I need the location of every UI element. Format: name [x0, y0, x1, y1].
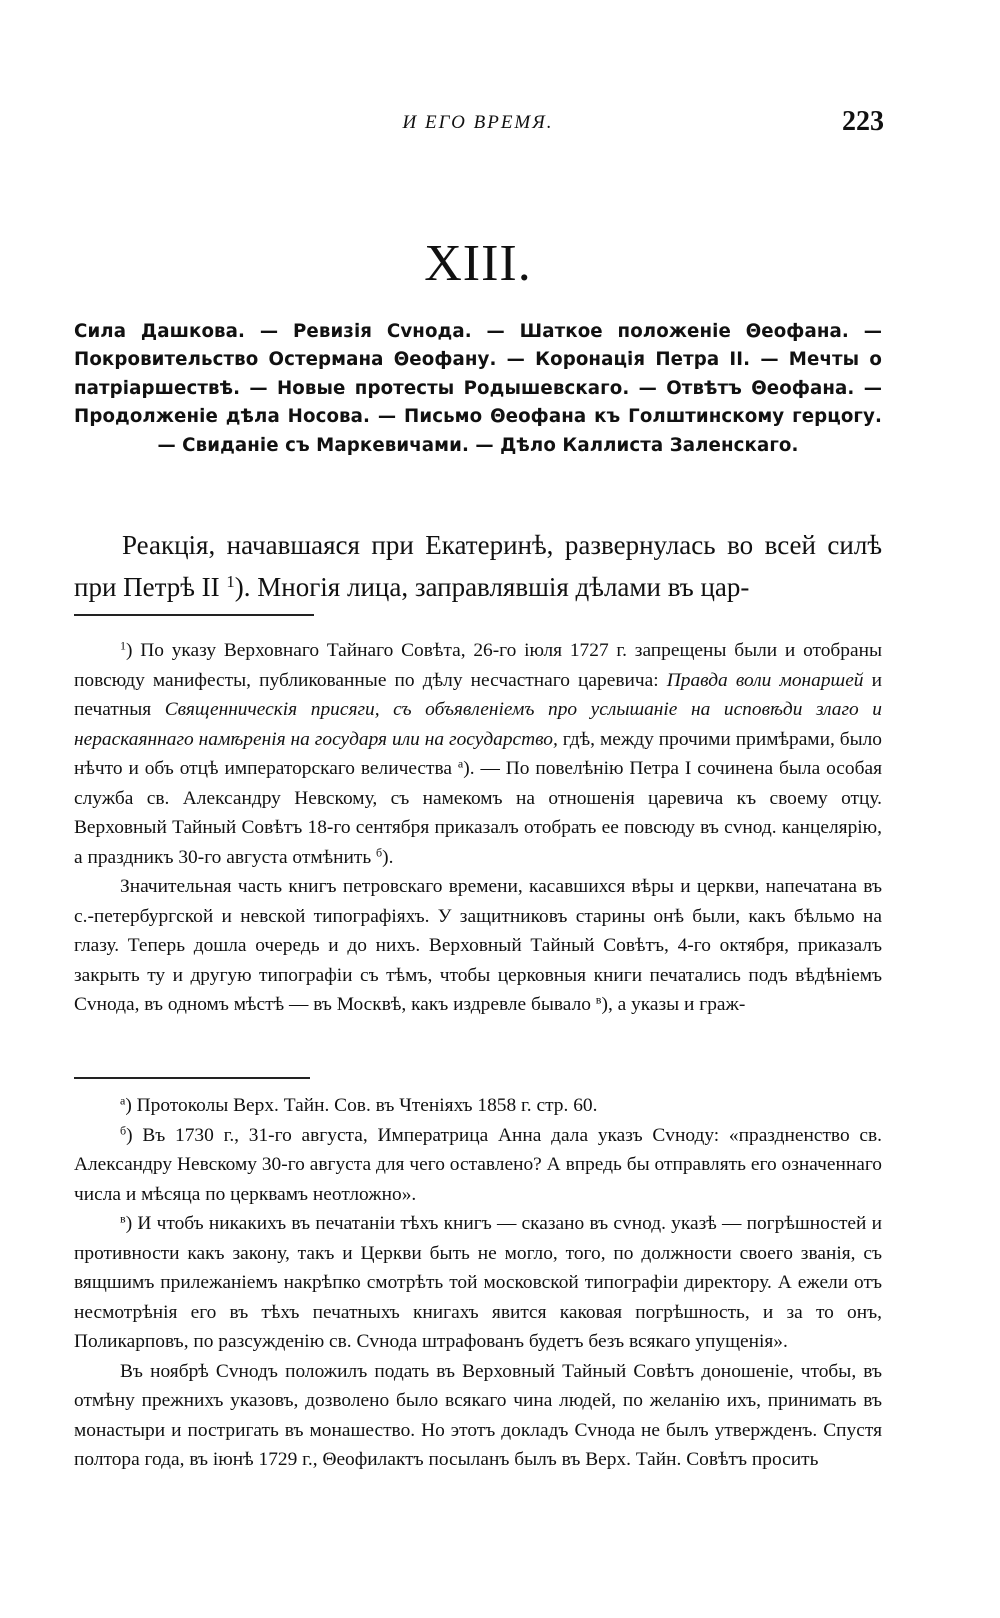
subfootnote-text: Въ ноябрѣ Сvнодъ положилъ подать въ Верховный Тайный Совѣтъ доношеніе, чтобы, въ отмѣну прежнихъ указовъ, дозволено было всякаго чина людей, по желанію ихъ, принимать въ монастыри и постригать въ монашество. Но этотъ докладъ Сvнода не былъ утвержденъ. Спустя полтора года, въ іюнѣ 1729 г., Θеофилактъ посыланъ былъ въ Верх. Тайн. Совѣтъ просить — [74, 1360, 882, 1470]
chapter-summary: Сила Дашкова. — Ревизія Сvнода. — Шаткое положеніе Θеофана. — Покровительство Остермана Θеофану. — Коронація Петра II. — Мечты о патріаршествѣ. — Новые протесты Родышевскаго. — Отвѣтъ Θеофана. — Продолженіе дѣла Носова. — Письмо Θеофана къ Голштинскому герцогу. — Свиданіе съ Маркевичами. — Дѣло Каллиста Заленскаго. — [74, 321, 882, 456]
footnote-text: ), а указы и граж- — [601, 994, 746, 1015]
footnote-ref-a[interactable]: а — [457, 756, 464, 771]
subfootnotes — [74, 1091, 882, 1475]
running-title: И ЕГО ВРЕМЯ. — [402, 112, 554, 133]
footnote-ref-v[interactable]: в — [595, 992, 602, 1007]
footnote-ref-b[interactable]: б — [376, 844, 383, 859]
footnote-text: ). — [382, 846, 394, 868]
subfootnote-b — [74, 1121, 882, 1210]
subfootnote-a — [74, 1091, 882, 1121]
footnote-text: гдѣ, между прочими примѣрами, было нѣчто и объ отцѣ императорскаго величества — [74, 728, 883, 779]
footnote-1-mark: 1 — [120, 638, 127, 653]
subfootnote-text: ) Въ 1730 г., 31-го августа, Императрица Анна дала указъ Сvноду: «праздненство св. Александру Невскому 30-го августа для чего оставлено? А впредь бы отправлять его означеннаго числа и мѣсяца по церквамъ неотложно». — [74, 1124, 882, 1205]
main-paragraph — [74, 524, 882, 608]
chapter-numeral: XIII. — [424, 235, 532, 292]
footnote-italic: Правда воли монаршей — [666, 669, 864, 691]
subfootnote-text: ) Протоколы Верх. Тайн. Сов. въ Чтеніяхъ 1858 г. стр. 60. — [125, 1095, 598, 1116]
footnote-ref-1[interactable]: 1 — [226, 571, 235, 591]
subfootnote-b-mark: б — [120, 1122, 127, 1137]
subfootnote-separator — [74, 1077, 310, 1079]
subfootnote-continuation — [74, 1357, 882, 1475]
subfootnote-text: ) И чтобъ никакихъ въ печатаніи тѣхъ книгъ — сказано въ сvнод. указѣ — погрѣшностей и противности какъ закону, такъ и Церкви быть не могло, того, по должности своего званія, съ вящшимъ прилежаніемъ накрѣпко смотрѣть той московской типографіи директору. А ежели отъ несмотрѣнія его въ тѣхъ печатныхъ книгахъ явится каковая погрѣшность, и за то онъ, Поликарповъ, по разсужденію св. Сvнода штрафованъ будетъ безъ всякаго упущенія». — [74, 1213, 882, 1352]
subfootnote-a-mark: а — [120, 1093, 126, 1108]
footnote-text: ). — По повелѣнію Петра I сочинена была особая служба св. Александру Невскому, съ намекомъ на отношенія царевича къ своему отцу. Верховный Тайный Совѣтъ 18-го сентября приказалъ отобрать ее повсюду въ сvнод. канцелярію, а праздникъ 30-го августа отмѣнить — [74, 758, 882, 868]
footnote-1-paragraph-1 — [74, 636, 882, 872]
main-text-part: Реакція, начавшаяся при Екатеринѣ, развернулась во всей силѣ при Петрѣ II — [74, 530, 882, 602]
footnote-text: Значительная часть книгъ петровскаго времени, касавшихся вѣры и церкви, напечатана въ с.-петербургской и невской типографіяхъ. У защитниковъ старины онѣ были, какъ бѣльмо на глазу. Теперь дошла очередь и до нихъ. Верховный Тайный Совѣтъ, 4-го октября, приказалъ закрыть ту и другую типографіи съ тѣмъ, чтобы церковныя книги печатались подъ вѣдѣніемъ Сvнода, въ одномъ мѣстѣ — въ Москвѣ, какъ издревле бывало — [74, 876, 882, 1015]
running-header — [74, 108, 882, 148]
subfootnote-v — [74, 1209, 882, 1357]
subfootnote-v-mark: в — [120, 1211, 126, 1226]
footnote-italic: Священническія присяги, съ объявленіемъ про услышаніе на исповѣди злаго и нераскаяннаго намѣренія на государя или на государство, — [74, 699, 882, 750]
footnote-separator — [74, 614, 314, 616]
footnote-1-paragraph-2 — [74, 872, 882, 1020]
footnote-1 — [74, 636, 882, 1020]
page-number: 223 — [842, 106, 884, 137]
footnote-text: ) По указу Верховнаго Тайнаго Совѣта, 26-го іюля 1727 г. запрещены были и отобраны повсюду манифесты, публикованные по дѣлу несчастнаго царевича: — [74, 640, 882, 691]
main-text-part: ). Многія лица, заправлявшія дѣлами въ цар- — [234, 572, 750, 602]
footnote-text: и печатныя — [74, 669, 883, 720]
